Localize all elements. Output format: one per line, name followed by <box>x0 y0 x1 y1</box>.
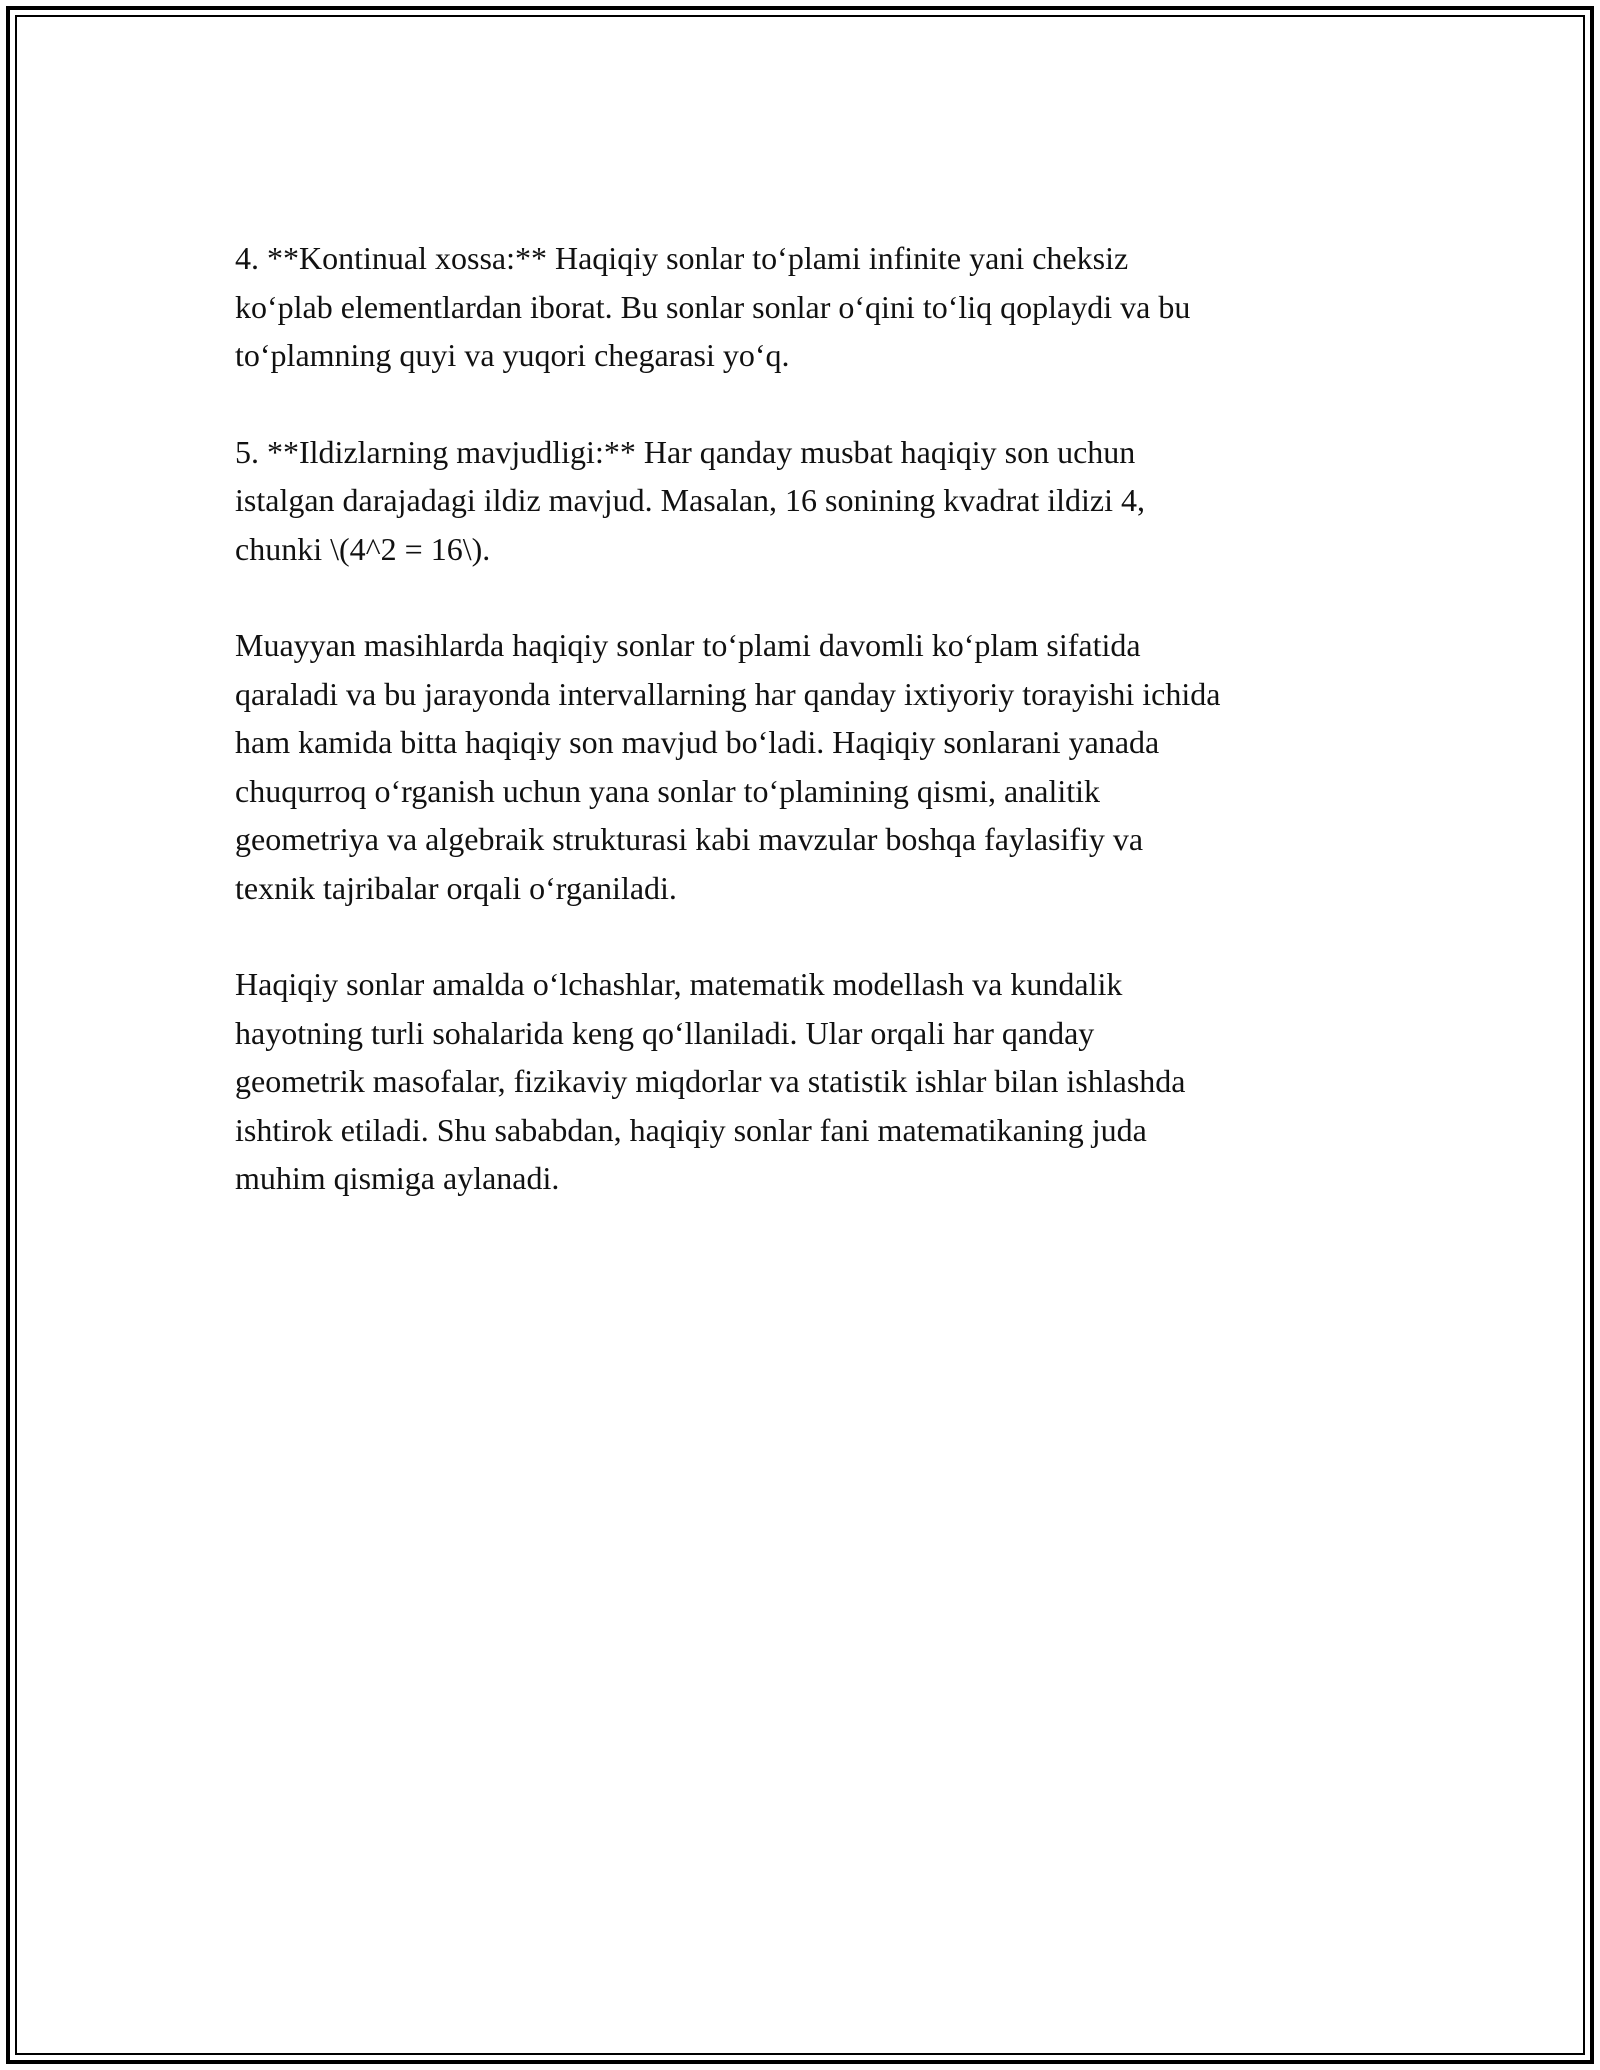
text-line: Muayyan masihlarda haqiqiy sonlar to‘plami davomli ko‘plam sifatida <box>235 627 1141 663</box>
text-line: geometrik masofalar, fizikaviy miqdorlar va statistik ishlar bilan ishlashda <box>235 1063 1186 1099</box>
paragraph-applications <box>235 960 1375 1203</box>
text-line: istalgan darajadagi ildiz mavjud. Masalan, 16 sonining kvadrat ildizi 4, <box>235 482 1145 518</box>
paragraph-continuous-set <box>235 621 1375 912</box>
text-line: ham kamida bitta haqiqiy son mavjud bo‘ladi. Haqiqiy sonlarani yanada <box>235 724 1160 760</box>
text-line: 4. **Kontinual xossa:** Haqiqiy sonlar to‘plami infinite yani cheksiz <box>235 240 1129 276</box>
text-line: hayotning turli sohalarida keng qo‘llaniladi. Ular orqali har qanday <box>235 1014 1095 1051</box>
document-body <box>235 234 1375 1251</box>
text-line: qaraladi va bu jarayonda intervallarning har qanday ixtiyoriy torayishi ichida <box>235 675 1221 712</box>
text-line: geometriya va algebraik strukturasi kabi mavzular boshqa faylasifiy va <box>235 821 1144 857</box>
text-line: chuqurroq o‘rganish uchun yana sonlar to‘plamining qismi, analitik <box>235 772 1101 809</box>
text-line: to‘plamning quyi va yuqori chegarasi yo‘q. <box>235 337 790 373</box>
paragraph-continuity-property <box>235 234 1375 380</box>
paragraph-roots-existence <box>235 428 1375 574</box>
text-line: 5. **Ildizlarning mavjudligi:** Har qanday musbat haqiqiy son uchun <box>235 433 1136 470</box>
text-line: muhim qismiga aylanadi. <box>235 1160 560 1196</box>
text-line: ko‘plab elementlardan iborat. Bu sonlar sonlar o‘qini to‘liq qoplaydi va bu <box>235 288 1191 325</box>
text-line: ishtirok etiladi. Shu sababdan, haqiqiy sonlar fani matematikaning juda <box>235 1111 1147 1148</box>
text-line: Haqiqiy sonlar amalda o‘lchashlar, matematik modellash va kundalik <box>235 966 1123 1002</box>
text-line: texnik tajribalar orqali o‘rganiladi. <box>235 869 677 906</box>
text-line: chunki \(4^2 = 16\). <box>235 530 491 567</box>
